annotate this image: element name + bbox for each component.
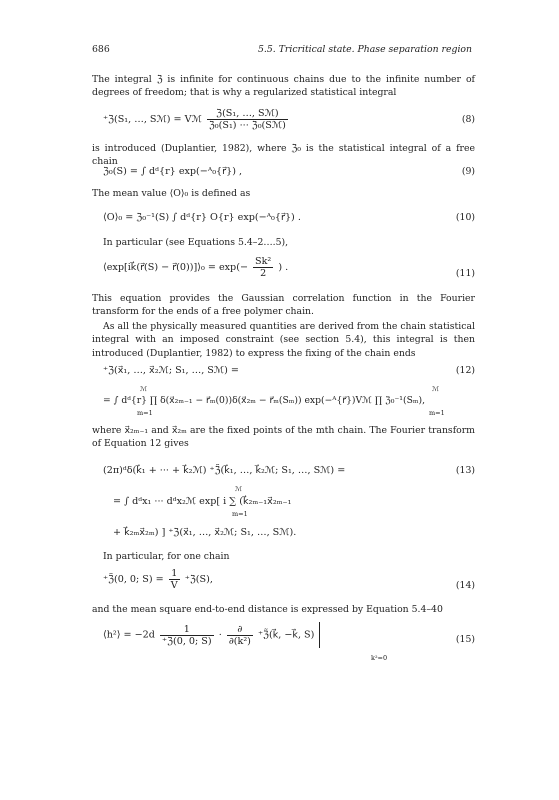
equation-13-line-1 — [0, 465, 559, 485]
equation-13-line-2 — [0, 485, 559, 521]
eq12-prod2-top: ℳ — [432, 385, 439, 393]
equation-13-line-3 — [0, 527, 559, 547]
paragraph-3: The mean value ⟨O⟩₀ is defined as — [92, 188, 251, 199]
equation-11 — [0, 256, 559, 279]
eq9-body: ℨ₀(S) = ∫ dᵈ{r} exp(−ᴬ₀{r⃗}) , — [103, 166, 243, 177]
paragraph-1: The integral ℨ is infinite for continuous chains due to the infinite number of degrees of freedom; that is why a regularized statistical integral — [92, 74, 475, 99]
eq13-line1: (2π)ᵈδ(k⃗₁ + ··· + k⃗₂ℳ) ⁺ℨ̃(k⃗₁, …, k⃗₂ℳ; S₁, …, Sℳ) = — [103, 465, 346, 476]
eq11-lhs: ⟨exp[ik⃗(r⃗(S) − r⃗(0))]⟩₀ = exp(− — [103, 262, 248, 273]
eq14-denominator: V — [170, 580, 178, 591]
eq13-line2: = ∫ dᵈx₁ ··· dᵈx₂ℳ exp[ i ∑ (k⃗₂ₘ₋₁x⃗₂ₘ₋₁ — [113, 496, 292, 507]
eq12-prod2-bottom: m=1 — [429, 409, 445, 417]
eq8-number: (8) — [461, 114, 475, 125]
equation-9 — [0, 163, 559, 183]
eq12-line1: ⁺ℨ(x⃗₁, …, x⃗₂ℳ; S₁, …, Sℳ) = — [103, 365, 239, 376]
paragraph-2: is introduced (Duplantier, 1982), where ℨ₀ is the statistical integral of a free chain — [92, 143, 475, 168]
eq15-denominator-1: ⁺ℨ̃(0, 0; S) — [162, 635, 212, 647]
eq15-number: (15) — [455, 634, 475, 645]
eq12-prod1-top: ℳ — [140, 385, 147, 393]
page-number: 686 — [92, 44, 110, 55]
eq8-denominator: ℨ₀(S₁) ··· ℨ₀(Sℳ) — [208, 120, 286, 131]
equation-12-line-1 — [0, 365, 559, 385]
eq15-numerator-1: 1 — [160, 624, 214, 636]
eq12-line2: = ∫ dᵈ{r} ∏ δ(x⃗₂ₘ₋₁ − r⃗ₘ(0))δ(x⃗₂ₘ − r⃗ₘ(Sₘ)) exp(−ᴬ{r⃗})Vℳ ∏ ℨ₀⁻¹(Sₘ), — [103, 395, 426, 406]
eq15-denominator-2: ∂(k²) — [228, 635, 251, 647]
eq11-numerator: Sk² — [255, 256, 272, 267]
eq10-number: (10) — [455, 212, 475, 223]
eq10-body: ⟨O⟩₀ = ℨ₀⁻¹(S) ∫ dᵈ{r} O{r} exp(−ᴬ₀{r⃗}) . — [103, 212, 301, 223]
eq14-numerator: 1 — [169, 568, 180, 580]
eq14-number: (14) — [455, 580, 475, 591]
eq11-rhs: ) . — [278, 262, 289, 273]
eq15-evaluation: k²=0 — [371, 654, 388, 662]
eq13-line3: + k⃗₂ₘx⃗₂ₘ) ] ⁺ℨ(x⃗₁, …, x⃗₂ℳ; S₁, …, Sℳ). — [113, 527, 297, 538]
equation-12-line-2 — [0, 385, 559, 419]
running-header: 5.5. Tricritical state. Phase separation region — [258, 44, 472, 55]
equation-14 — [0, 568, 559, 591]
eq15-numerator-2: ∂ — [227, 624, 253, 636]
paragraph-4: In particular (see Equations 5.4–2….5), — [103, 237, 289, 248]
equation-10 — [0, 209, 559, 229]
paragraph-9: and the mean square end-to-end distance is expressed by Equation 5.4–40 — [92, 604, 443, 615]
eq12-number: (12) — [455, 365, 475, 376]
eq15-lhs: ⟨h²⟩ = −2d — [103, 629, 155, 641]
eq13-sum-top: ℳ — [235, 485, 242, 493]
paragraph-8: In particular, for one chain — [103, 551, 230, 562]
eq15-rhs: ⁺ℨ̃(k⃗, −k⃗, S) — [257, 629, 315, 641]
eq13-sum-bottom: m=1 — [232, 510, 248, 518]
eq14-rhs: ⁺ℨ(S), — [184, 574, 213, 585]
paragraph-6: As all the physically measured quantities are derived from the chain statistical integral with an imposed constraint (see section 5.4), this integral is then introduced (Duplantier, 1982) to express the fixing of the chain ends — [92, 321, 475, 359]
equation-15: ⟨h²⟩ = −2d $\frac{1}{\text{⁺ℨ̃(0, 0; S)}}$ · $\frac{\partial}{\text{∂(k²)}}$ ⁺ℨ̃(k⃗, −k⃗, S) k²=0 (15) — [103, 623, 475, 662]
eq9-number: (9) — [461, 166, 475, 177]
eq12-prod1-bottom: m=1 — [137, 409, 153, 417]
paragraph-5: This equation provides the Gaussian correlation function in the Fourier transform for the ends of a free polymer chain. — [92, 293, 475, 318]
eq8-numerator: ℨ(S₁, …, Sℳ) — [207, 108, 288, 120]
eq11-number: (11) — [455, 268, 475, 279]
eq11-denominator: 2 — [260, 268, 267, 279]
paragraph-7: where x⃗₂ₘ₋₁ and x⃗₂ₘ are the fixed points of the mth chain. The Fourier transform of Equation 12 gives — [92, 425, 475, 450]
eq13-number: (13) — [455, 465, 475, 476]
eq14-lhs: ⁺ℨ̃(0, 0; S) = — [103, 574, 164, 585]
eq8-lhs: ⁺ℨ(S₁, …, Sℳ) = Vℳ — [103, 114, 202, 125]
equation-8 — [0, 108, 559, 131]
